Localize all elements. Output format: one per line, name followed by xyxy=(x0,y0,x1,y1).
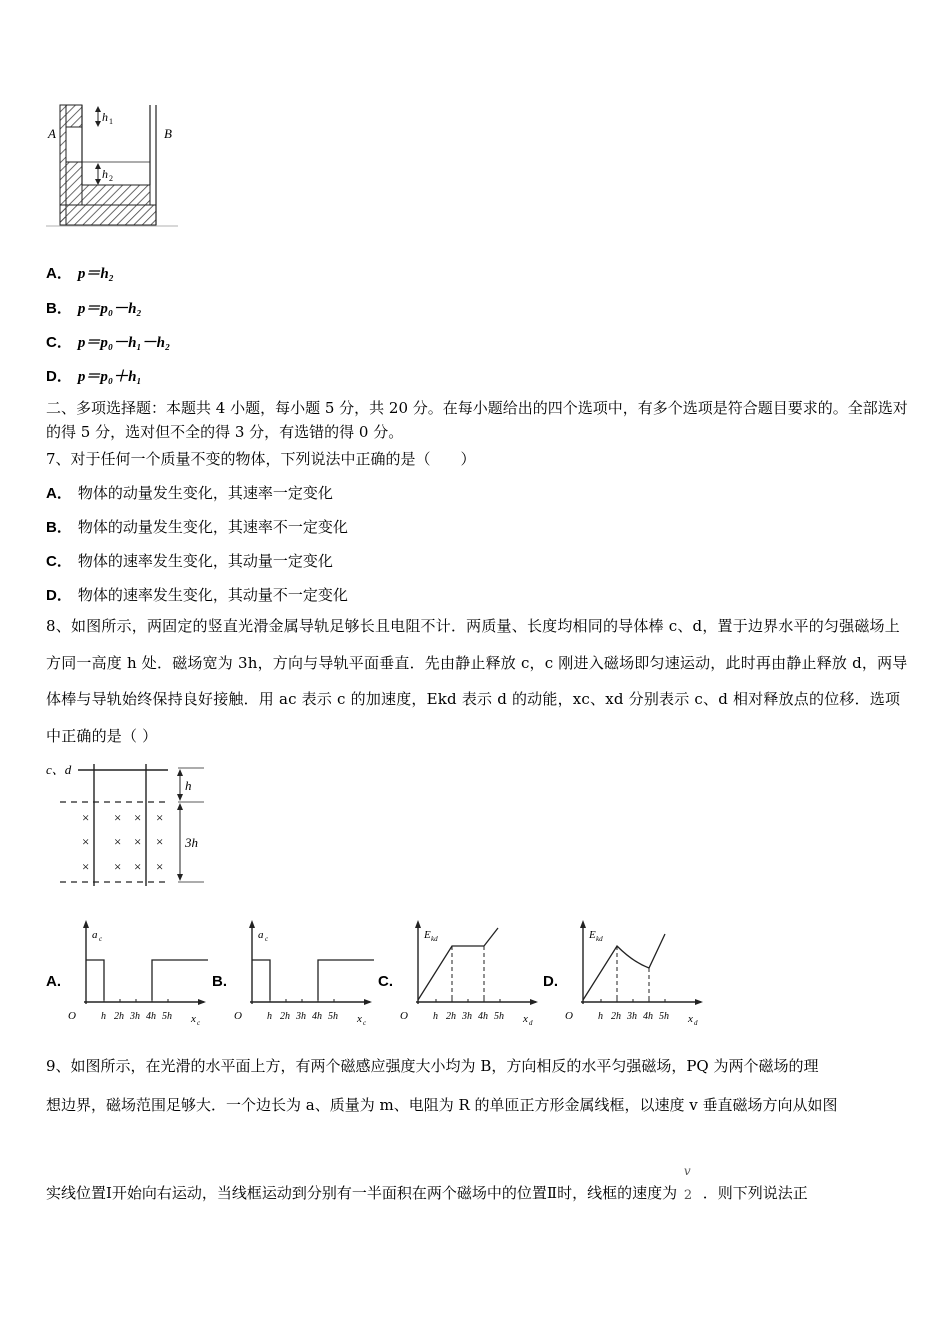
tick-label: 3h xyxy=(627,1011,637,1022)
origin-label: O xyxy=(400,1010,408,1022)
label-a: A xyxy=(48,126,56,141)
tick-label: h xyxy=(598,1011,603,1022)
mercury-top xyxy=(66,105,82,127)
svg-text:1: 1 xyxy=(109,117,113,126)
q8-graph-b xyxy=(224,918,374,1030)
svg-text:kd: kd xyxy=(431,935,438,943)
graph-curve xyxy=(252,960,374,1000)
svg-text:c: c xyxy=(99,935,103,943)
origin-label: O xyxy=(234,1010,242,1022)
tick-label: 4h xyxy=(478,1011,488,1022)
tick-label: 2h xyxy=(280,1011,290,1022)
field-cross: × xyxy=(114,810,122,825)
svg-text:kd: kd xyxy=(596,935,603,943)
field-cross: × xyxy=(82,834,90,849)
svg-text:d: d xyxy=(694,1019,698,1027)
q6-option-d[interactable]: D． p＝p₀＋h₁ xyxy=(46,368,142,385)
origin-label: O xyxy=(68,1010,76,1022)
tick-label: 2h xyxy=(114,1011,124,1022)
y-axis-label: E xyxy=(424,929,431,941)
field-cross: × xyxy=(134,834,142,849)
tick-label: h xyxy=(267,1011,272,1022)
q8-graph-d xyxy=(555,918,705,1030)
q8-option-d[interactable]: D. xyxy=(543,973,558,990)
fraction-v-over-2: v 2 xyxy=(683,1164,693,1203)
q8-stem: 8、如图所示，两固定的竖直光滑金属导轨足够长且电阻不计．两质量、长度均相同的导体棒 c、d，置于边界水平的匀强磁场上方同一高度 h 处．磁场宽为 3h，方向与导轨平面垂直．先由静止释放 c，c 刚进入磁场即匀速运动，此时再由静止释放 d，两导体棒与导轨始终保持良好接触．用 ac 表示 c 的加速度，Ekd 表示 d 的动能，xc、xd 分别表示 c、d 相对释放点的位移．选项中正确的是（ ） xyxy=(46,617,908,745)
svg-text:d: d xyxy=(529,1019,533,1027)
y-axis-label: a xyxy=(92,929,98,941)
svg-text:c: c xyxy=(265,935,269,943)
field-cross: × xyxy=(134,859,142,874)
svg-text:3h: 3h xyxy=(185,835,198,850)
tick-label: 2h xyxy=(446,1011,456,1022)
tick-label: h xyxy=(101,1011,106,1022)
tick-label: 2h xyxy=(611,1011,621,1022)
q9-line2: 想边界，磁场范围足够大．一个边长为 a、质量为 m、电阻为 R 的单匝正方形金属线框，以速度 v 垂直磁场方向从如图 xyxy=(46,1096,838,1114)
tick-label: 3h xyxy=(296,1011,306,1022)
tick-label: 5h xyxy=(162,1011,172,1022)
y-axis-label: a xyxy=(258,929,264,941)
svg-text:c: c xyxy=(363,1019,367,1027)
q8-option-b[interactable]: B. xyxy=(212,973,227,990)
tick-label: 5h xyxy=(328,1011,338,1022)
q6-option-b[interactable]: B． p＝p₀－h₂ xyxy=(46,300,142,317)
field-cross: × xyxy=(114,834,122,849)
svg-text:h: h xyxy=(102,167,108,181)
y-axis-label: E xyxy=(589,929,596,941)
tick-label: h xyxy=(433,1011,438,1022)
svg-text:2: 2 xyxy=(109,174,113,183)
field-cross: × xyxy=(156,859,164,874)
q8-graph-a xyxy=(58,918,208,1030)
q8-option-c[interactable]: C. xyxy=(378,973,393,990)
field-cross: × xyxy=(82,810,90,825)
q7-stem: 7、对于任何一个质量不变的物体，下列说法中正确的是（ ） xyxy=(46,450,476,468)
tick-label: 3h xyxy=(462,1011,472,1022)
field-cross: × xyxy=(134,810,142,825)
mercury-bottom xyxy=(66,162,82,205)
graph-curve xyxy=(583,934,665,1000)
x-axis-label: x xyxy=(357,1013,362,1025)
field-cross: × xyxy=(114,859,122,874)
q8-graph-c xyxy=(390,918,540,1030)
x-axis-label: x xyxy=(688,1013,693,1025)
q7-option-a[interactable]: A． 物体的动量发生变化，其速率一定变化 xyxy=(46,484,333,502)
tick-label: 4h xyxy=(146,1011,156,1022)
u-tube-figure xyxy=(46,100,186,230)
graph-curve xyxy=(86,960,208,1000)
label-b: B xyxy=(164,126,172,141)
field-cross: × xyxy=(82,859,90,874)
q7-option-d[interactable]: D． 物体的速率发生变化，其动量不一定变化 xyxy=(46,586,348,604)
q6-option-c[interactable]: C． p＝p₀－h₁－h₂ xyxy=(46,334,171,351)
svg-text:h: h xyxy=(185,778,192,793)
origin-label: O xyxy=(565,1010,573,1022)
svg-text:c: c xyxy=(197,1019,201,1027)
tick-label: 5h xyxy=(659,1011,669,1022)
tick-label: 5h xyxy=(494,1011,504,1022)
tick-label: 4h xyxy=(312,1011,322,1022)
q7-option-c[interactable]: C． 物体的速率发生变化，其动量一定变化 xyxy=(46,552,333,570)
field-cross: × xyxy=(156,834,164,849)
section2-instructions: 二、多项选择题：本题共 4 小题，每小题 5 分，共 20 分。在每小题给出的四个选项中，有多个选项是符合题目要求的。全部选对的得 5 分，选对但不全的得 3 分，有选错的得 0 分。 xyxy=(46,399,908,441)
q9-line3: 实线位置Ⅰ开始向右运动，当线框运动到分别有一半面积在两个磁场中的位置Ⅱ时，线框的速度为 v 2 ．则下列说法正 xyxy=(46,1164,808,1203)
x-axis-label: x xyxy=(523,1013,528,1025)
q8-field-figure xyxy=(44,758,214,890)
q8-option-a[interactable]: A. xyxy=(46,973,61,990)
tick-label: 4h xyxy=(643,1011,653,1022)
q9-line1: 9、如图所示，在光滑的水平面上方，有两个磁感应强度大小均为 B，方向相反的水平匀强磁场，PQ 为两个磁场的理 xyxy=(46,1057,819,1075)
x-axis-label: x xyxy=(191,1013,196,1025)
tick-label: 3h xyxy=(130,1011,140,1022)
svg-text:c、d: c、d xyxy=(46,762,72,777)
field-cross: × xyxy=(156,810,164,825)
q7-option-b[interactable]: B． 物体的动量发生变化，其速率不一定变化 xyxy=(46,518,348,536)
q6-option-a[interactable]: A． p＝h₂ xyxy=(46,265,114,282)
svg-text:h: h xyxy=(102,110,108,124)
